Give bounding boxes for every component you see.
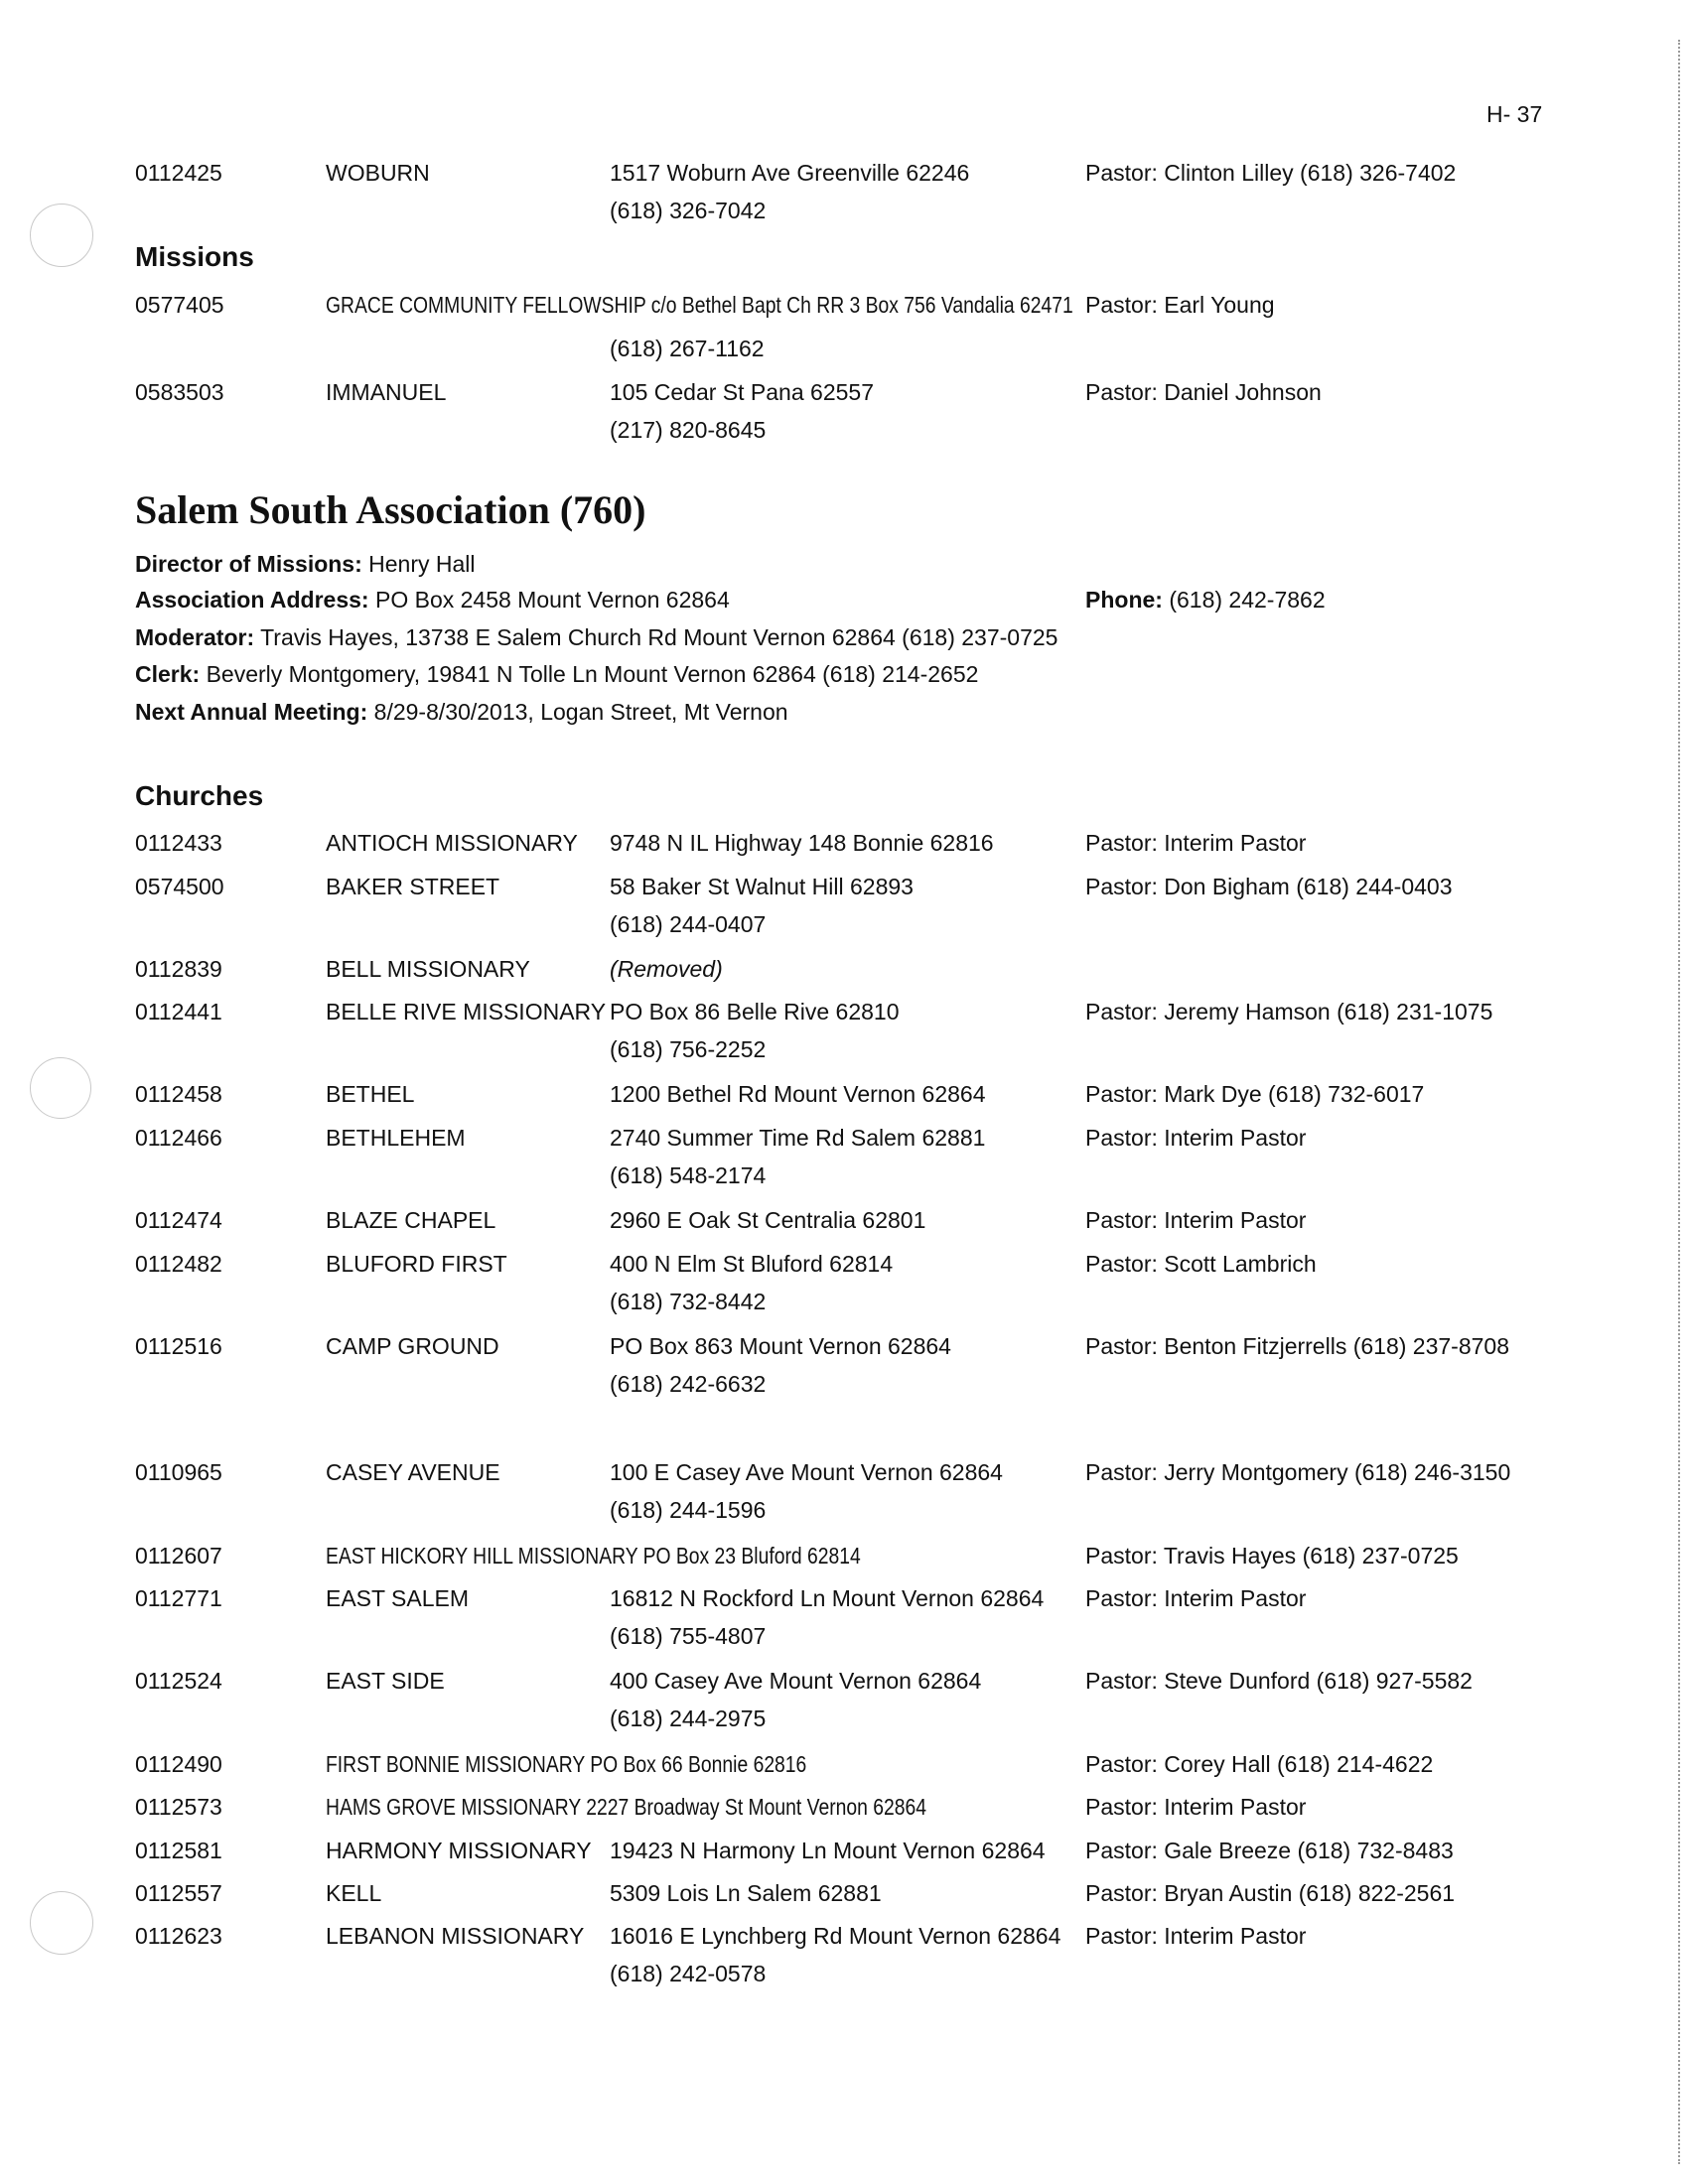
church-name: BETHLEHEM xyxy=(326,1125,466,1151)
church-id: 0112441 xyxy=(135,999,222,1024)
church-id: 0112433 xyxy=(135,830,222,856)
address-line: (618) 244-1596 xyxy=(610,1497,767,1523)
church-pastor: Pastor: Interim Pastor xyxy=(1085,830,1307,856)
church-address xyxy=(610,1075,986,1113)
moderator-line xyxy=(135,624,1058,651)
church-name-address xyxy=(326,286,1215,324)
address-line: (618) 242-0578 xyxy=(610,1961,767,1986)
address-line: (618) 244-0407 xyxy=(610,911,767,937)
church-pastor: Pastor: Jeremy Hamson (618) 231-1075 xyxy=(1085,999,1493,1024)
address-line xyxy=(135,587,730,614)
church-id: 0112482 xyxy=(135,1251,222,1277)
church-pastor: Pastor: Gale Breeze (618) 732-8483 xyxy=(1085,1838,1454,1863)
church-address xyxy=(610,1201,925,1239)
church-name-address xyxy=(326,1788,1041,1826)
address-line: (618) 326-7042 xyxy=(610,198,767,223)
church-pastor: Pastor: Interim Pastor xyxy=(1085,1207,1307,1233)
meeting-value: 8/29-8/30/2013, Logan Street, Mt Vernon xyxy=(373,699,788,725)
church-address xyxy=(610,1662,981,1737)
churches-heading: Churches xyxy=(135,780,264,811)
phone-value: (618) 242-7862 xyxy=(1169,587,1326,613)
church-address xyxy=(610,1119,985,1194)
association-title: Salem South Association (760) xyxy=(135,487,646,532)
church-id: 0112573 xyxy=(135,1794,222,1820)
church-address xyxy=(610,1453,1003,1529)
church-address xyxy=(610,373,874,449)
church-name: BETHEL xyxy=(326,1081,415,1107)
address-line: (618) 756-2252 xyxy=(610,1036,767,1062)
page-number: H- 37 xyxy=(1486,101,1543,127)
address-line: PO Box 86 Belle Rive 62810 xyxy=(610,999,900,1024)
address-line: 5309 Lois Ln Salem 62881 xyxy=(610,1880,882,1906)
church-address xyxy=(610,868,914,943)
address-line: (618) 242-6632 xyxy=(610,1371,767,1397)
address-line: 16016 E Lynchberg Rd Mount Vernon 62864 xyxy=(610,1923,1061,1949)
address-line: 1200 Bethel Rd Mount Vernon 62864 xyxy=(610,1081,986,1107)
scan-edge-rule xyxy=(1678,40,1680,2164)
church-id: 0112425 xyxy=(135,160,222,186)
church-name: WOBURN xyxy=(326,160,430,186)
moderator-label: Moderator: xyxy=(135,624,255,650)
address-line: 9748 N IL Highway 148 Bonnie 62816 xyxy=(610,830,994,856)
church-pastor: Pastor: Jerry Montgomery (618) 246-3150 xyxy=(1085,1459,1511,1485)
meeting-label: Next Annual Meeting: xyxy=(135,699,368,725)
church-address xyxy=(610,1832,1046,1869)
church-address xyxy=(610,1917,1060,1992)
church-name: LEBANON MISSIONARY xyxy=(326,1923,585,1949)
church-address xyxy=(610,1874,882,1912)
address-line: (618) 732-8442 xyxy=(610,1289,767,1314)
church-pastor: Pastor: Interim Pastor xyxy=(1085,1794,1307,1820)
address-line: (618) 755-4807 xyxy=(610,1623,767,1649)
church-name: CASEY AVENUE xyxy=(326,1459,500,1485)
clerk-value: Beverly Montgomery, 19841 N Tolle Ln Mount Vernon 62864 (618) 214-2652 xyxy=(206,661,979,687)
church-pastor: Pastor: Interim Pastor xyxy=(1085,1923,1307,1949)
address-line: 16812 N Rockford Ln Mount Vernon 62864 xyxy=(610,1585,1045,1611)
church-name: EAST SALEM xyxy=(326,1585,470,1611)
church-id: 0112490 xyxy=(135,1751,222,1777)
church-name-address xyxy=(326,1745,899,1783)
church-id: 0112557 xyxy=(135,1880,222,1906)
clerk-line xyxy=(135,661,978,688)
church-pastor: Pastor: Steve Dunford (618) 927-5582 xyxy=(1085,1668,1473,1694)
address-line: (Removed) xyxy=(610,956,723,982)
address-label: Association Address: xyxy=(135,587,369,613)
church-id: 0112524 xyxy=(135,1668,222,1694)
address-line: 2960 E Oak St Centralia 62801 xyxy=(610,1207,926,1233)
church-address xyxy=(610,1579,1044,1655)
church-pastor: Pastor: Interim Pastor xyxy=(1085,1125,1307,1151)
combined-text: FIRST BONNIE MISSIONARY PO Box 66 Bonnie 62816 xyxy=(326,1751,807,1777)
address-line: 400 Casey Ave Mount Vernon 62864 xyxy=(610,1668,982,1694)
church-address xyxy=(610,154,969,229)
church-pastor: Pastor: Travis Hayes (618) 237-0725 xyxy=(1085,1543,1459,1569)
church-pastor: Pastor: Don Bigham (618) 244-0403 xyxy=(1085,874,1453,899)
punch-hole-middle xyxy=(30,1057,91,1119)
church-name: BAKER STREET xyxy=(326,874,500,899)
church-name: IMMANUEL xyxy=(326,379,447,405)
clerk-label: Clerk: xyxy=(135,661,201,687)
church-id: 0112623 xyxy=(135,1923,222,1949)
church-name: BLUFORD FIRST xyxy=(326,1251,507,1277)
director-label: Director of Missions: xyxy=(135,551,362,577)
church-id: 0112771 xyxy=(135,1585,222,1611)
church-pastor: Pastor: Scott Lambrich xyxy=(1085,1251,1317,1277)
church-pastor: Pastor: Daniel Johnson xyxy=(1085,379,1322,405)
church-id: 0574500 xyxy=(135,874,224,899)
church-pastor: Pastor: Earl Young xyxy=(1085,292,1275,318)
church-address xyxy=(610,950,723,988)
church-id: 0112516 xyxy=(135,1333,222,1359)
director-value: Henry Hall xyxy=(368,551,476,577)
church-pastor: Pastor: Bryan Austin (618) 822-2561 xyxy=(1085,1880,1456,1906)
phone-label: Phone: xyxy=(1085,587,1163,613)
church-name: BLAZE CHAPEL xyxy=(326,1207,496,1233)
church-phone: (618) 267-1162 xyxy=(610,336,765,361)
meeting-line xyxy=(135,699,788,726)
director-line xyxy=(135,551,476,578)
combined-text: GRACE COMMUNITY FELLOWSHIP c/o Bethel Bapt Ch RR 3 Box 756 Vandalia 62471 xyxy=(326,292,1073,318)
church-address xyxy=(610,824,994,862)
combined-text: EAST HICKORY HILL MISSIONARY PO Box 23 Bluford 62814 xyxy=(326,1543,861,1569)
combined-text: HAMS GROVE MISSIONARY 2227 Broadway St Mount Vernon 62864 xyxy=(326,1794,926,1820)
church-name: KELL xyxy=(326,1880,382,1906)
church-id: 0112458 xyxy=(135,1081,222,1107)
address-line: PO Box 863 Mount Vernon 62864 xyxy=(610,1333,951,1359)
church-pastor: Pastor: Mark Dye (618) 732-6017 xyxy=(1085,1081,1425,1107)
address-line: 400 N Elm St Bluford 62814 xyxy=(610,1251,894,1277)
church-name: CAMP GROUND xyxy=(326,1333,499,1359)
church-id: 0112474 xyxy=(135,1207,222,1233)
church-id: 0112466 xyxy=(135,1125,222,1151)
church-pastor: Pastor: Corey Hall (618) 214-4622 xyxy=(1085,1751,1434,1777)
church-pastor: Pastor: Benton Fitzjerrells (618) 237-8708 xyxy=(1085,1333,1509,1359)
address-value: PO Box 2458 Mount Vernon 62864 xyxy=(374,587,730,613)
church-address xyxy=(610,1245,893,1320)
church-id: 0577405 xyxy=(135,292,224,318)
address-line: 2740 Summer Time Rd Salem 62881 xyxy=(610,1125,986,1151)
church-id: 0583503 xyxy=(135,379,224,405)
church-id: 0110965 xyxy=(135,1459,222,1485)
church-name: BELL MISSIONARY xyxy=(326,956,530,982)
church-address xyxy=(610,993,900,1068)
church-address xyxy=(610,1327,951,1403)
church-id: 0112581 xyxy=(135,1838,222,1863)
moderator-value: Travis Hayes, 13738 E Salem Church Rd Mount Vernon 62864 (618) 237-0725 xyxy=(260,624,1058,650)
address-line: 100 E Casey Ave Mount Vernon 62864 xyxy=(610,1459,1003,1485)
church-name: EAST SIDE xyxy=(326,1668,445,1694)
address-line: (618) 244-2975 xyxy=(610,1706,767,1731)
address-line: (217) 820-8645 xyxy=(610,417,767,443)
address-line: 19423 N Harmony Ln Mount Vernon 62864 xyxy=(610,1838,1046,1863)
missions-heading: Missions xyxy=(135,241,254,272)
church-name: HARMONY MISSIONARY xyxy=(326,1838,592,1863)
punch-hole-top xyxy=(30,204,93,267)
address-line: 105 Cedar St Pana 62557 xyxy=(610,379,874,405)
church-pastor: Pastor: Clinton Lilley (618) 326-7402 xyxy=(1085,160,1457,186)
phone-line xyxy=(1085,587,1326,614)
punch-hole-bottom xyxy=(30,1891,93,1955)
address-line: 58 Baker St Walnut Hill 62893 xyxy=(610,874,914,899)
address-line: (618) 548-2174 xyxy=(610,1162,767,1188)
church-name-address xyxy=(326,1537,962,1574)
church-name: ANTIOCH MISSIONARY xyxy=(326,830,578,856)
church-id: 0112607 xyxy=(135,1543,222,1569)
church-name: BELLE RIVE MISSIONARY xyxy=(326,999,607,1024)
church-pastor: Pastor: Interim Pastor xyxy=(1085,1585,1307,1611)
address-line: 1517 Woburn Ave Greenville 62246 xyxy=(610,160,970,186)
church-id: 0112839 xyxy=(135,956,222,982)
